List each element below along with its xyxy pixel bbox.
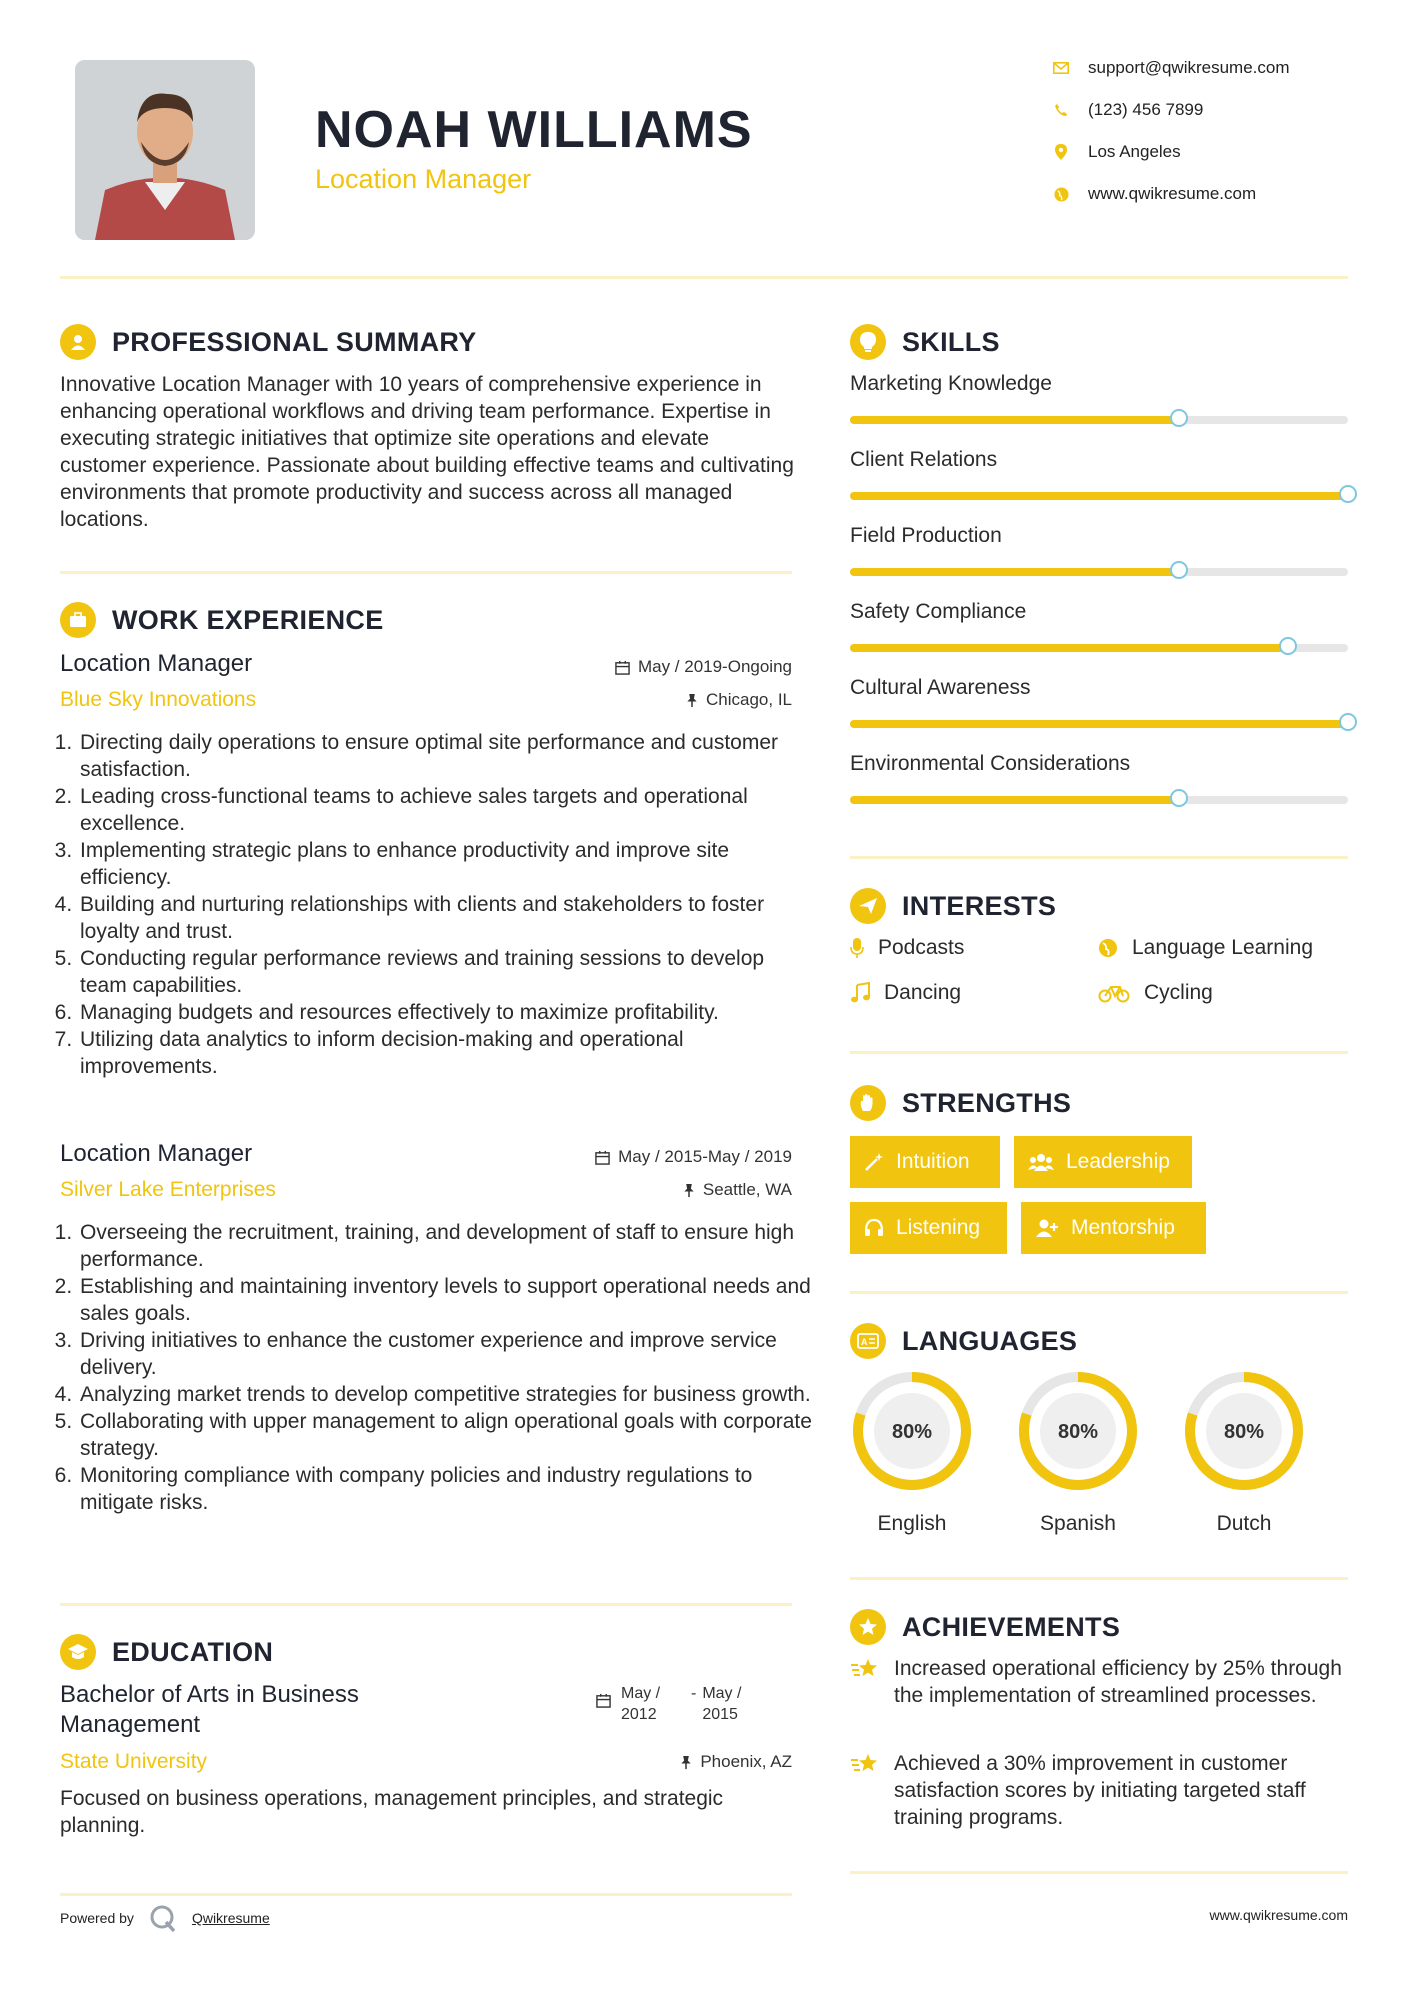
job-1-date: May / 2019-Ongoing bbox=[520, 657, 792, 677]
profile-photo bbox=[75, 60, 255, 240]
strength-chip-listening: Listening bbox=[850, 1202, 1007, 1254]
skill-label: Safety Compliance bbox=[850, 600, 1027, 623]
list-item: 2. Establishing and maintaining inventory levels to support operational needs and sales goals. bbox=[78, 1273, 818, 1327]
contact-email-text: support@qwikresume.com bbox=[1088, 58, 1290, 77]
list-item: 4. Analyzing market trends to develop competitive strategies for business growth. bbox=[78, 1381, 818, 1408]
header-divider bbox=[60, 276, 1348, 279]
user-icon bbox=[60, 324, 96, 360]
skill-label: Environmental Considerations bbox=[850, 752, 1131, 775]
job-2-date: May / 2015-May / 2019 bbox=[520, 1147, 792, 1167]
candidate-role: Location Manager bbox=[315, 164, 532, 194]
shooting-star-icon bbox=[850, 1657, 882, 1681]
skill-level-knob bbox=[1339, 485, 1357, 503]
list-item: 7. Utilizing data analytics to inform decision-making and operational improvements. bbox=[78, 1026, 808, 1080]
skill-bar-track bbox=[850, 796, 1348, 804]
education-degree: Bachelor of Arts in Business Management bbox=[60, 1681, 359, 1738]
list-item: 1. Directing daily operations to ensure optimal site performance and customer satisfaction. bbox=[78, 729, 808, 783]
skill-label: Client Relations bbox=[850, 448, 998, 471]
education-location: Phoenix, AZ bbox=[520, 1752, 792, 1772]
job-1-company: Blue Sky Innovations bbox=[60, 688, 257, 711]
skill-bar-fill bbox=[850, 720, 1348, 728]
contact-email[interactable] bbox=[1050, 57, 1290, 79]
user-plus-icon bbox=[1035, 1218, 1059, 1238]
contact-website[interactable] bbox=[1050, 183, 1256, 205]
skill-level-knob bbox=[1170, 561, 1188, 579]
interest-podcasts: Podcasts bbox=[850, 936, 964, 960]
contact-phone[interactable] bbox=[1050, 99, 1203, 121]
qwikresume-logo-icon bbox=[148, 1903, 178, 1933]
strength-chip-mentorship: Mentorship bbox=[1021, 1202, 1206, 1254]
graduation-cap-icon bbox=[60, 1634, 96, 1670]
list-item: 3. Driving initiatives to enhance the customer experience and improve service delivery. bbox=[78, 1327, 818, 1381]
strength-chip-intuition: Intuition bbox=[850, 1136, 1000, 1188]
strength-chip-leadership: Leadership bbox=[1014, 1136, 1192, 1188]
skill-bar-track bbox=[850, 644, 1348, 652]
job-2-title: Location Manager bbox=[60, 1140, 253, 1167]
strengths-divider bbox=[850, 1291, 1348, 1294]
education-date bbox=[596, 1683, 754, 1725]
skill-bar-fill bbox=[850, 796, 1179, 804]
date-separator: - bbox=[691, 1685, 697, 1702]
achievement-item-2: Achieved a 30% improvement in customer satisfaction scores by initiating targeted staff training programs. bbox=[850, 1750, 1350, 1831]
interest-language-learning: Language Learning bbox=[1098, 936, 1313, 960]
list-item: 2. Leading cross-functional teams to achieve sales targets and operational excellence. bbox=[78, 783, 808, 837]
skill-bar-track bbox=[850, 492, 1348, 500]
education-date-start: May / 2012 bbox=[621, 1685, 661, 1723]
job-1-duties bbox=[60, 729, 808, 1080]
pushpin-icon bbox=[680, 1755, 692, 1770]
list-item: 3. Implementing strategic plans to enhance productivity and improve site efficiency. bbox=[78, 837, 808, 891]
education-description: Focused on business operations, management principles, and strategic planning. bbox=[60, 1787, 724, 1837]
microphone-icon bbox=[850, 937, 864, 959]
contact-location bbox=[1050, 141, 1181, 163]
phone-icon bbox=[1050, 99, 1072, 121]
skill-bar-fill bbox=[850, 568, 1179, 576]
skill-bar-track bbox=[850, 720, 1348, 728]
language-item bbox=[1016, 1369, 1140, 1536]
list-item: 6. Managing budgets and resources effectively to maximize profitability. bbox=[78, 999, 808, 1026]
job-1-title: Location Manager bbox=[60, 650, 253, 677]
achievements-section-title: ACHIEVEMENTS bbox=[850, 1609, 1120, 1645]
music-note-icon bbox=[850, 982, 870, 1004]
skills-divider bbox=[850, 856, 1348, 859]
calendar-icon bbox=[615, 660, 630, 675]
skill-level-knob bbox=[1279, 637, 1297, 655]
list-item: 1. Overseeing the recruitment, training, and development of staff to ensure high performance. bbox=[78, 1219, 818, 1273]
pushpin-icon bbox=[683, 1183, 695, 1198]
skill-level-knob bbox=[1170, 789, 1188, 807]
summary-section-title: PROFESSIONAL SUMMARY bbox=[60, 324, 477, 360]
bicycle-icon bbox=[1098, 983, 1130, 1003]
list-item: 6. Monitoring compliance with company policies and industry regulations to mitigate risks. bbox=[78, 1462, 818, 1516]
education-school: State University bbox=[60, 1750, 208, 1773]
list-item: 5. Conducting regular performance reviews and training sessions to develop team capabilities. bbox=[78, 945, 808, 999]
skill-bar-fill bbox=[850, 416, 1179, 424]
language-name: Spanish bbox=[1040, 1512, 1116, 1535]
language-item bbox=[850, 1369, 974, 1536]
headphones-icon bbox=[864, 1218, 884, 1238]
globe-icon bbox=[1050, 183, 1072, 205]
location-pin-icon bbox=[1050, 141, 1072, 163]
contact-phone-text: (123) 456 7899 bbox=[1088, 100, 1204, 119]
job-2-duties bbox=[60, 1219, 818, 1516]
work-section-title: WORK EXPERIENCE bbox=[60, 602, 384, 638]
language-ring bbox=[1182, 1369, 1306, 1493]
avatar bbox=[75, 60, 255, 240]
list-item: 4. Building and nurturing relationships with clients and stakeholders to foster loyalty and trust. bbox=[78, 891, 808, 945]
language-item bbox=[1182, 1369, 1306, 1536]
contact-website-text: www.qwikresume.com bbox=[1088, 184, 1257, 203]
job-2-company: Silver Lake Enterprises bbox=[60, 1178, 276, 1201]
strengths-section-title: STRENGTHS bbox=[850, 1085, 1071, 1121]
hand-icon bbox=[850, 1085, 886, 1121]
briefcase-icon bbox=[60, 602, 96, 638]
language-name: English bbox=[877, 1512, 947, 1535]
language-name: Dutch bbox=[1216, 1512, 1272, 1535]
footer-powered-by: Powered by Qwikresume bbox=[60, 1903, 270, 1933]
language-percent-label: 80% bbox=[1223, 1421, 1265, 1443]
calendar-icon bbox=[596, 1693, 611, 1708]
language-card-icon bbox=[850, 1323, 886, 1359]
language-ring bbox=[1016, 1369, 1140, 1493]
skill-bar-track bbox=[850, 416, 1348, 424]
work-divider bbox=[60, 1603, 792, 1606]
achievements-divider bbox=[850, 1871, 1348, 1874]
summary-divider bbox=[60, 571, 792, 574]
education-section-title: EDUCATION bbox=[60, 1634, 273, 1670]
star-badge-icon bbox=[850, 1609, 886, 1645]
skill-level-knob bbox=[1170, 409, 1188, 427]
language-percent-label: 80% bbox=[891, 1421, 933, 1443]
language-percent-label: 80% bbox=[1057, 1421, 1099, 1443]
skill-level-knob bbox=[1339, 713, 1357, 731]
svg-text:A: A bbox=[861, 1337, 868, 1347]
interests-section-title: INTERESTS bbox=[850, 888, 1056, 924]
skill-label: Field Production bbox=[850, 524, 1002, 547]
list-item: 5. Collaborating with upper management to align operational goals with corporate strategy. bbox=[78, 1408, 818, 1462]
lightbulb-icon bbox=[850, 324, 886, 360]
paper-plane-icon bbox=[850, 888, 886, 924]
candidate-name: NOAH WILLIAMS bbox=[315, 101, 753, 159]
skill-bar-fill bbox=[850, 492, 1348, 500]
job-2-location: Seattle, WA bbox=[520, 1180, 792, 1200]
skill-label: Marketing Knowledge bbox=[850, 372, 1052, 395]
languages-divider bbox=[850, 1577, 1348, 1580]
interest-cycling: Cycling bbox=[1098, 981, 1213, 1005]
interest-dancing: Dancing bbox=[850, 981, 961, 1005]
language-ring bbox=[850, 1369, 974, 1493]
envelope-icon bbox=[1050, 57, 1072, 79]
education-divider bbox=[60, 1893, 792, 1896]
calendar-icon bbox=[595, 1150, 610, 1165]
skills-section-title: SKILLS bbox=[850, 324, 1000, 360]
skill-bar-track bbox=[850, 568, 1348, 576]
interests-divider bbox=[850, 1051, 1348, 1054]
pushpin-icon bbox=[686, 693, 698, 708]
shooting-star-icon bbox=[850, 1752, 882, 1776]
languages-section-title: A LANGUAGES bbox=[850, 1323, 1077, 1359]
footer-website[interactable]: www.qwikresume.com bbox=[1209, 1907, 1348, 1923]
footer-brand-link[interactable]: Qwikresume bbox=[191, 1910, 270, 1926]
contact-location-text: Los Angeles bbox=[1088, 142, 1181, 161]
education-date-end: May / 2015 bbox=[702, 1685, 742, 1723]
magic-wand-icon bbox=[864, 1152, 884, 1172]
skill-label: Cultural Awareness bbox=[850, 676, 1031, 699]
users-icon bbox=[1028, 1152, 1054, 1172]
achievement-item-1: Increased operational efficiency by 25% through the implementation of streamlined processes. bbox=[850, 1655, 1350, 1709]
globe-icon bbox=[1098, 938, 1118, 958]
summary-text: Innovative Location Manager with 10 years of comprehensive experience in enhancing operational workflows and driving team performance. Expertise in executing strategic initiatives that optimize site operations and elevate customer experience. Passionate about building effective teams and cultivating environments that promote productivity and success across all managed locations. bbox=[60, 373, 794, 531]
job-1-location: Chicago, IL bbox=[520, 690, 792, 710]
skill-bar-fill bbox=[850, 644, 1288, 652]
